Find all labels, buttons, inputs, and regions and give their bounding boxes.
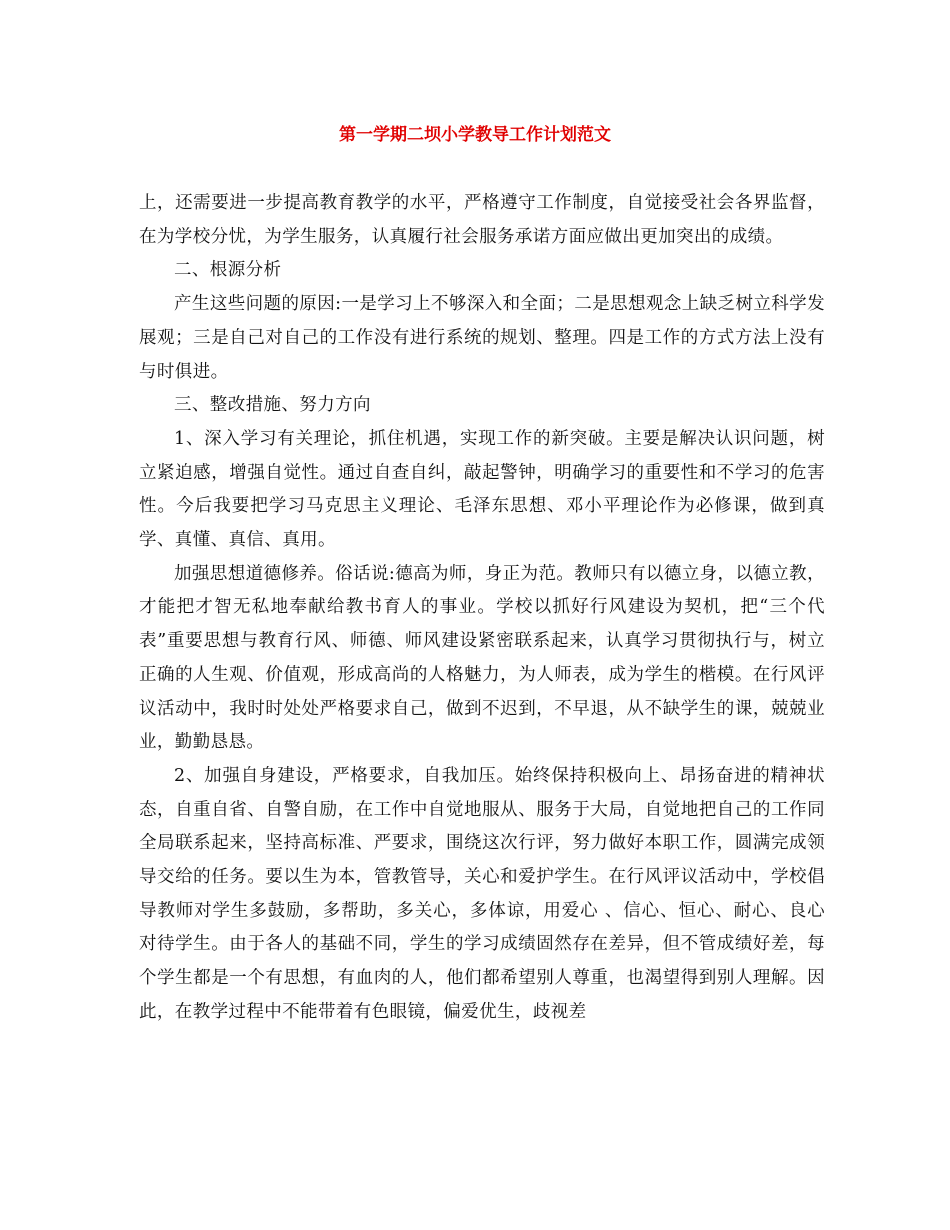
paragraph-measure-2: 2、加强自身建设，严格要求，自我加压。始终保持积极向上、昂扬奋进的精神状态，自重自省、自警自励，在工作中自觉地服从、服务于大局，自觉地把自己的工作同全局联系起来，坚持高标准、严要求，围绕这次行评，努力做好本职工作，圆满完成领导交给的任务。要以生为本，管教管导，关心和爱护学生。在行风评议活动中，学校倡导教师对学生多鼓励，多帮助，多关心，多体谅，用爱心 、信心、恒心、耐心、良心对待学生。由于各人的基础不同，学生的学习成绩固然存在差异，但不管成绩好差，每个学生都是一个有思想，有血肉的人，他们都希望别人尊重，也渴望得到别人理解。因此，在教学过程中不能带着有色眼镜，偏爱优生，歧视差 — [139, 765, 825, 1022]
paragraph-continuation: 上，还需要进一步提高教育教学的水平，严格遵守工作制度，自觉接受社会各界监督，在为学校分忧，为学生服务，认真履行社会服务承诺方面应做出更加突出的成绩。 — [139, 193, 825, 247]
paragraph-measure-1: 1、深入学习有关理论，抓住机遇，实现工作的新突破。主要是解决认识问题，树立紧迫感，增强自觉性。通过自查自纠，敲起警钟，明确学习的重要性和不学习的危害性。今后我要把学习马克思主义理论、毛泽东思想、邓小平理论作为必修课，做到真学、真懂、真信、真用。 — [139, 428, 825, 551]
section-heading-measures: 三、整改措施、努力方向 — [174, 395, 371, 416]
paragraph-causes: 产生这些问题的原因:一是学习上不够深入和全面；二是思想观念上缺乏树立科学发展观；三是自己对自己的工作没有进行系统的规划、整理。四是工作的方式方法上没有与时俱进。 — [139, 294, 825, 382]
paragraph-moral-cultivation: 加强思想道德修养。俗话说:德高为师，身正为范。教师只有以德立身，以德立教，才能把才智无私地奉献给教书育人的事业。学校以抓好行风建设为契机，把“三个代表”重要思想与教育行风、师德、师风建设紧密联系起来，认真学习贯彻执行与，树立正确的人生观、价值观，形成高尚的人格魅力，为人师表，成为学生的楷模。在行风评议活动中，我时时处处严格要求自己，做到不迟到，不早退，从不缺学生的课，兢兢业业，勤勤恳恳。 — [139, 563, 825, 753]
section-heading-root-cause: 二、根源分析 — [174, 260, 282, 281]
document-title: 第一学期二坝小学教导工作计划范文 — [339, 125, 611, 145]
document-body — [139, 187, 825, 1030]
